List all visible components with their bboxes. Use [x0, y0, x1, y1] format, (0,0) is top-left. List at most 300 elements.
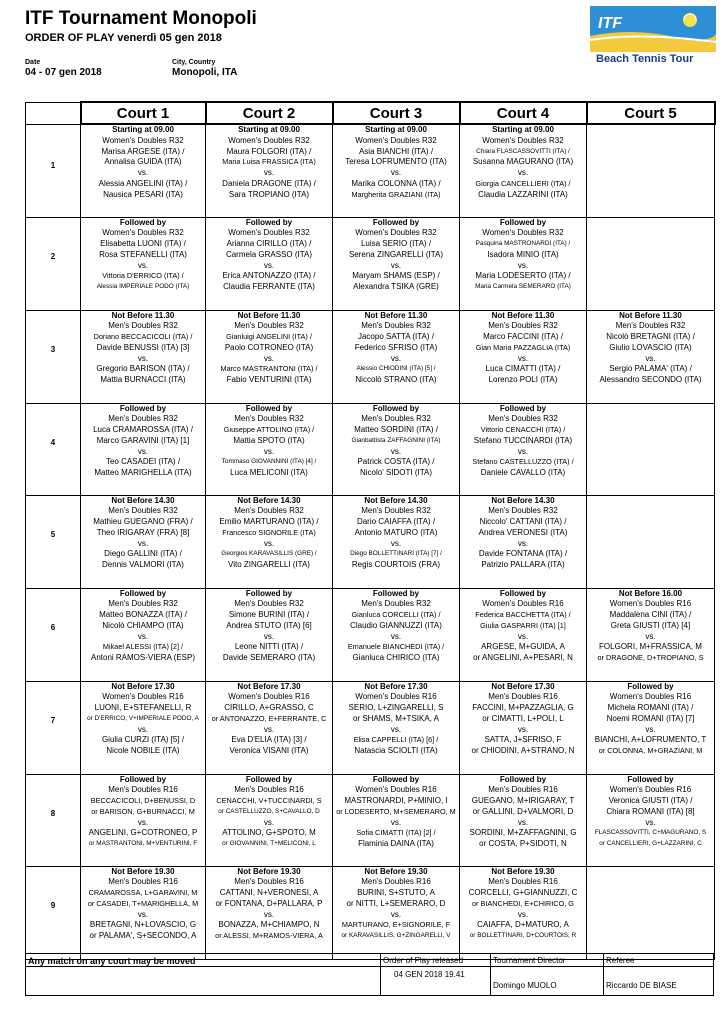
- event-round: Women's Doubles R32: [228, 135, 310, 145]
- player-line: BURINI, S+STUTO, A: [357, 888, 435, 898]
- match-info: [460, 311, 586, 387]
- order-of-play-subtitle: ORDER OF PLAY venerdì 05 gen 2018: [25, 32, 222, 44]
- match-info: [206, 311, 332, 387]
- player-line: FACCINI, M+PAZZAGLIA, G: [472, 703, 574, 713]
- player-line: Nicolo' SIDOTI (ITA): [359, 468, 433, 478]
- match-info: [460, 218, 586, 294]
- event-round: Men's Doubles R32: [108, 321, 178, 331]
- match-cell: [587, 217, 715, 310]
- versus-label: vs.: [263, 631, 275, 641]
- player-line: Giulia CURZI (ITA) [5] /: [101, 735, 185, 745]
- table-row: [26, 217, 715, 310]
- player-line: Federico SFRISO (ITA): [354, 342, 438, 352]
- match-cell: [460, 124, 587, 217]
- match-cell: [460, 495, 587, 588]
- event-round: Women's Doubles R16: [609, 785, 692, 795]
- player-line: Alessio CHIODINI (ITA) [5] /: [356, 365, 436, 373]
- event-round: Men's Doubles R16: [108, 785, 178, 795]
- match-time: Not Before 14.30: [364, 495, 428, 505]
- match-time: Followed by: [627, 774, 674, 784]
- footer-divider: [26, 966, 380, 967]
- match-info: [460, 775, 586, 851]
- player-line: Giulia GASPARRI (ITA) [1]: [480, 620, 566, 630]
- player-line: Marika COLONNA (ITA) /: [351, 178, 441, 188]
- player-line: Claudia LAZZARINI (ITA): [478, 189, 568, 199]
- player-line: Maria Luisa FRASSICA (ITA): [222, 157, 316, 167]
- match-info: [587, 589, 714, 665]
- player-line: Davide SEMERARO (ITA): [222, 653, 316, 663]
- player-line: or BOLLETTINARI, D+COURTOIS, R: [469, 932, 577, 940]
- match-info: [206, 867, 332, 943]
- match-info: [333, 125, 459, 201]
- row-number: 8: [26, 774, 81, 866]
- player-line: Serena ZINGARELLI (ITA): [348, 249, 444, 259]
- player-line: Vito ZINGARELLI (ITA): [228, 560, 310, 570]
- match-info: [206, 496, 332, 572]
- match-cell: [333, 866, 460, 959]
- player-line: Michela ROMANI (ITA) /: [607, 703, 694, 713]
- player-line: MARTURANO, E+SIGNORILE, F: [341, 920, 451, 930]
- player-line: Regis COURTOIS (FRA): [351, 560, 441, 570]
- city-value: Monopoli, ITA: [172, 67, 238, 78]
- player-line: Francesco SIGNORILE (ITA): [222, 527, 316, 537]
- versus-label: vs.: [517, 168, 529, 178]
- player-line: or LODESERTO, M+SEMERARO, M: [336, 806, 456, 816]
- court-header: Court 5: [587, 102, 715, 124]
- player-line: Nausica PESARI (ITA): [103, 189, 183, 199]
- player-line: ATTOLINO, G+SPOTO, M: [222, 828, 316, 838]
- versus-label: vs.: [645, 353, 656, 363]
- match-time: Starting at 09.00: [492, 125, 554, 134]
- versus-label: vs.: [517, 446, 529, 456]
- match-time: Followed by: [372, 217, 420, 227]
- player-line: Elisa CAPPELLI (ITA) [6] /: [353, 735, 439, 745]
- player-line: Georgios KARAVASILLIS (GRE) /: [221, 550, 317, 558]
- match-cell: [587, 588, 715, 681]
- player-line: Annalisa GUIDA (ITA): [104, 157, 182, 167]
- event-round: Men's Doubles R16: [488, 877, 558, 887]
- event-round: Men's Doubles R32: [234, 414, 304, 424]
- player-line: Claudia FERRANTE (ITA): [223, 282, 315, 292]
- player-line: Luisa SERIO (ITA) /: [360, 239, 432, 249]
- player-line: or COLONNA, M+GRAZIANI, M: [598, 746, 703, 756]
- player-line: ARGESE, M+GUIDA, A: [481, 642, 565, 652]
- player-line: Natascia SCIOLTI (ITA): [354, 746, 438, 756]
- row-number: 1: [26, 124, 81, 217]
- player-line: or CASTELLUZZO, S+CAVALLO, D: [218, 807, 320, 815]
- match-time: Not Before 14.30: [111, 495, 175, 505]
- player-line: or D'ERRICO, V+IMPERIALE PODO, A: [87, 714, 199, 722]
- released-value: 04 GEN 2018 19.41: [394, 970, 465, 979]
- match-time: Not Before 17.30: [111, 681, 175, 691]
- page-title: ITF Tournament Monopoli: [25, 8, 257, 29]
- director-label: Tournament Director: [493, 956, 566, 965]
- match-cell: [460, 681, 587, 774]
- match-time: Followed by: [372, 588, 420, 598]
- versus-label: vs.: [390, 538, 402, 548]
- player-line: Patrizio PALLARA (ITA): [481, 560, 565, 570]
- date-label: Date: [25, 59, 41, 66]
- event-round: Men's Doubles R32: [234, 321, 304, 331]
- event-round: Men's Doubles R32: [108, 414, 178, 424]
- player-line: Daniela DRAGONE (ITA) /: [222, 178, 316, 188]
- player-line: Gian Maria PAZZAGLIA (ITA): [475, 342, 571, 352]
- event-round: Men's Doubles R32: [361, 321, 431, 331]
- player-line: Maddalena CINI (ITA) /: [609, 610, 692, 620]
- match-cell: [587, 403, 715, 495]
- table-row: [26, 403, 715, 495]
- match-cell: [333, 588, 460, 681]
- versus-label: vs.: [137, 446, 149, 456]
- player-line: Gianluca CHIRICO (ITA): [352, 653, 440, 663]
- player-line: Niccolò STRANO (ITA): [355, 375, 437, 385]
- player-line: or CHIODINI, A+STRANO, N: [471, 746, 575, 756]
- player-line: Rosa STEFANELLI (ITA): [99, 249, 187, 259]
- match-time: Not Before 11.30: [491, 310, 555, 320]
- match-time: Followed by: [245, 217, 293, 227]
- player-line: MASTRONARDI, P+MINIO, I: [344, 796, 448, 806]
- player-line: FLASCASSOVITTI, C+MAGURANO, S: [594, 829, 707, 837]
- match-time: Starting at 09.00: [238, 125, 300, 134]
- itf-beach-tennis-logo: [590, 6, 716, 72]
- match-info: [460, 589, 586, 665]
- player-line: Teresa LOFRUMENTO (ITA): [345, 157, 447, 167]
- player-line: Andrea VERONESI (ITA): [478, 527, 568, 537]
- player-line: Dennis VALMORI (ITA): [102, 560, 184, 570]
- player-line: Matteo MARIGHELLA (ITA): [94, 468, 192, 478]
- match-time: Followed by: [372, 403, 420, 413]
- versus-label: vs.: [645, 817, 656, 827]
- match-time: Not Before 11.30: [364, 310, 428, 320]
- match-info: [81, 775, 205, 851]
- match-cell: [206, 681, 333, 774]
- player-line: Paolo COTRONEO (ITA): [224, 342, 314, 352]
- player-line: Sergio PALAMA' (ITA) /: [609, 364, 692, 374]
- event-round: Women's Doubles R32: [102, 228, 184, 238]
- player-line: Flaminia DAINA (ITA): [358, 839, 434, 849]
- match-time: Followed by: [499, 774, 547, 784]
- match-time: Followed by: [372, 774, 420, 784]
- event-round: Men's Doubles R16: [234, 877, 304, 887]
- match-cell: [81, 588, 206, 681]
- player-line: Chiara ROMANI (ITA) [8]: [606, 806, 695, 816]
- event-round: Men's Doubles R32: [108, 599, 178, 609]
- match-time: Followed by: [499, 588, 547, 598]
- event-round: Men's Doubles R32: [615, 321, 686, 331]
- versus-label: vs.: [263, 168, 275, 178]
- event-round: Men's Doubles R16: [234, 785, 304, 795]
- match-time: Starting at 09.00: [112, 125, 174, 134]
- versus-label: vs.: [390, 353, 402, 363]
- versus-label: vs.: [390, 260, 402, 270]
- versus-label: vs.: [263, 724, 275, 734]
- table-row: [26, 866, 715, 959]
- event-round: Men's Doubles R32: [234, 599, 304, 609]
- match-info: [81, 125, 205, 201]
- match-cell: [333, 495, 460, 588]
- event-round: Men's Doubles R32: [488, 414, 558, 424]
- player-line: Veronica VISANI (ITA): [229, 746, 309, 756]
- match-cell: [206, 774, 333, 866]
- player-line: Mikael ALESSI (ITA) [2] /: [102, 642, 184, 652]
- player-line: Gianluca CORCELLI (ITA) /: [351, 610, 441, 620]
- event-round: Men's Doubles R16: [108, 877, 178, 887]
- match-time: Not Before 17.30: [491, 681, 555, 691]
- match-info: [81, 589, 205, 665]
- row-number: 6: [26, 588, 81, 681]
- player-line: Susanna MAGURANO (ITA): [472, 157, 574, 167]
- match-time: Not Before 11.30: [619, 310, 682, 320]
- player-line: Carmela GRASSO (ITA): [225, 249, 313, 259]
- versus-label: vs.: [517, 538, 529, 548]
- player-line: Teo CASADEI (ITA) /: [105, 457, 181, 467]
- versus-label: vs.: [390, 909, 402, 919]
- event-round: Men's Doubles R32: [361, 599, 431, 609]
- event-round: Men's Doubles R32: [488, 506, 558, 516]
- match-cell: [333, 774, 460, 866]
- player-line: Simone BURINI (ITA) /: [228, 610, 310, 620]
- player-line: Antoni RAMOS-VIERA (ESP): [90, 653, 196, 663]
- player-line: Maryam SHAMS (ESP) /: [352, 271, 440, 281]
- match-info: [460, 404, 586, 480]
- match-cell: [206, 310, 333, 403]
- player-line: Alessandro SECONDO (ITA): [599, 375, 702, 385]
- player-line: FOLGORI, M+FRASSICA, M: [599, 642, 702, 652]
- match-info: [333, 496, 459, 572]
- match-cell: [460, 403, 587, 495]
- player-line: BONAZZA, M+CHIAMPO, N: [218, 920, 320, 930]
- match-cell: [333, 403, 460, 495]
- player-line: SATTA, J+SFRISO, F: [484, 735, 562, 745]
- table-row: [26, 681, 715, 774]
- versus-label: vs.: [263, 909, 275, 919]
- order-of-play-table: [25, 101, 716, 960]
- match-cell: [333, 124, 460, 217]
- match-cell: [460, 866, 587, 959]
- any-match-notice: Any match on any court may be moved: [28, 956, 196, 966]
- referee-value: Riccardo DE BIASE: [606, 981, 677, 990]
- event-round: Women's Doubles R32: [482, 228, 564, 238]
- versus-label: vs.: [517, 353, 529, 363]
- court-header: Court 4: [460, 102, 587, 124]
- match-info: [206, 775, 332, 851]
- player-line: Maura FOLGORI (ITA) /: [226, 146, 312, 156]
- player-line: Gianluigi ANGELINI (ITA) /: [226, 332, 312, 342]
- player-line: Marco GARAVINI (ITA) [1]: [96, 435, 190, 445]
- footer-divider: [380, 966, 713, 967]
- court-header: Court 2: [206, 102, 333, 124]
- footer-box: [25, 953, 714, 996]
- versus-label: vs.: [517, 909, 529, 919]
- player-line: Emilio MARTURANO (ITA) /: [219, 517, 319, 527]
- event-round: Men's Doubles R32: [488, 321, 558, 331]
- player-line: Margherita GRAZIANI (ITA): [351, 189, 441, 199]
- player-line: Mattia BURNACCI (ITA): [100, 375, 186, 385]
- event-round: Men's Doubles R16: [488, 692, 558, 702]
- match-cell: [587, 124, 715, 217]
- match-info: [333, 682, 459, 758]
- footer-divider: [490, 954, 491, 995]
- match-cell: [587, 774, 715, 866]
- player-line: ANGELINI, G+COTRONEO, P: [88, 828, 198, 838]
- player-line: Luca MELICONI (ITA): [230, 468, 308, 478]
- match-time: Followed by: [119, 588, 167, 598]
- player-line: Giorgia CANCELLIERI (ITA) /: [475, 178, 571, 188]
- player-line: Patrick COSTA (ITA) /: [357, 457, 435, 467]
- match-info: [206, 404, 332, 480]
- player-line: Stefano TUCCINARDI (ITA): [473, 435, 573, 445]
- match-cell: [206, 403, 333, 495]
- match-cell: [460, 588, 587, 681]
- match-info: [81, 404, 205, 480]
- player-line: or BIANCHEDI, E+CHIRICO, G: [472, 898, 574, 908]
- match-info: [460, 496, 586, 572]
- player-line: or GALLINI, D+VALMORI, D: [472, 806, 574, 816]
- match-time: Not Before 16.00: [618, 588, 683, 598]
- player-line: Matteo SORDINI (ITA) /: [354, 425, 438, 435]
- player-line: Claudio GIANNUZZI (ITA): [350, 620, 442, 630]
- versus-label: vs.: [390, 724, 402, 734]
- player-line: Sofia CIMATTI (ITA) [2] /: [356, 828, 436, 838]
- match-info: [333, 404, 459, 480]
- match-time: Followed by: [499, 403, 547, 413]
- event-round: Women's Doubles R32: [482, 135, 564, 145]
- court-header: Court 3: [333, 102, 460, 124]
- player-line: Sara TROPIANO (ITA): [228, 189, 310, 199]
- logo-tagline: Beach Tennis Tour: [596, 53, 694, 65]
- player-line: Vittoria D'ERRICO (ITA) /: [102, 271, 184, 281]
- match-cell: [460, 217, 587, 310]
- versus-label: vs.: [137, 817, 149, 827]
- versus-label: vs.: [645, 631, 656, 641]
- versus-label: vs.: [390, 817, 402, 827]
- match-time: Followed by: [245, 403, 293, 413]
- match-cell: [460, 310, 587, 403]
- player-line: Gianbattista ZAFFAGNINI (ITA): [351, 436, 441, 444]
- row-number: 2: [26, 217, 81, 310]
- match-cell: [333, 310, 460, 403]
- versus-label: vs.: [390, 631, 402, 641]
- versus-label: vs.: [137, 353, 149, 363]
- player-line: Elisabetta LUONI (ITA) /: [100, 239, 186, 249]
- match-cell: [333, 681, 460, 774]
- player-line: or CIMATTI, L+POLI, L: [482, 713, 564, 723]
- table-row: [26, 495, 715, 588]
- beach-tennis-logo-graphic: [590, 6, 716, 54]
- row-number: 9: [26, 866, 81, 959]
- event-round: Women's Doubles R16: [609, 599, 692, 609]
- match-time: Not Before 14.30: [237, 495, 301, 505]
- match-info: [81, 867, 205, 943]
- versus-label: vs.: [263, 538, 275, 548]
- player-line: Matteo BONAZZA (ITA) /: [99, 610, 187, 620]
- match-cell: [81, 495, 206, 588]
- match-info: [333, 311, 459, 387]
- match-cell: [81, 866, 206, 959]
- event-round: Women's Doubles R16: [355, 692, 437, 702]
- match-time: Not Before 17.30: [364, 681, 428, 691]
- match-time: Followed by: [627, 681, 674, 691]
- event-round: Women's Doubles R16: [102, 692, 184, 702]
- footer-divider: [603, 954, 604, 995]
- player-line: or GIOVANNINI, T+MELICONI, L: [222, 840, 316, 848]
- player-line: or CANCELLIERI, G+LAZZARINI, C: [599, 840, 702, 848]
- match-time: Starting at 09.00: [365, 125, 427, 134]
- player-line: Tommaso GIOVANNINI (ITA) [4] /: [221, 458, 317, 466]
- versus-label: vs.: [517, 260, 529, 270]
- match-info: [206, 589, 332, 665]
- versus-label: vs.: [517, 631, 529, 641]
- player-line: CAIAFFA, D+MATURO, A: [477, 920, 569, 930]
- versus-label: vs.: [263, 260, 275, 270]
- match-cell: [81, 310, 206, 403]
- player-line: Diego BOLLETTINARI (ITA) [7] /: [350, 550, 442, 558]
- match-cell: [81, 774, 206, 866]
- versus-label: vs.: [390, 168, 402, 178]
- player-line: Doriano BECCACICOLI (ITA) /: [93, 332, 193, 342]
- player-line: or COSTA, P+SIDOTI, N: [479, 839, 567, 849]
- player-line: Maria Carmela SEMERARO (ITA): [475, 283, 571, 291]
- player-line: Alessia IMPERIALE PODO (ITA): [96, 283, 190, 291]
- released-label: Order of Play released: [383, 956, 464, 965]
- event-round: Men's Doubles R32: [108, 506, 178, 516]
- match-info: [587, 311, 714, 387]
- player-line: Gregorio BARISON (ITA) /: [96, 364, 190, 374]
- player-line: SORDINI, M+ZAFFAGNINI, G: [469, 828, 577, 838]
- match-cell: [587, 495, 715, 588]
- match-cell: [81, 217, 206, 310]
- match-time: Not Before 14.30: [491, 495, 555, 505]
- row-number: 4: [26, 403, 81, 495]
- versus-label: vs.: [645, 724, 656, 734]
- match-info: [206, 218, 332, 294]
- versus-label: vs.: [137, 631, 149, 641]
- event-round: Men's Doubles R32: [361, 414, 431, 424]
- player-line: Veronica GIUSTI (ITA) /: [608, 796, 693, 806]
- match-time: Followed by: [499, 217, 547, 227]
- player-line: Luca CRAMAROSSA (ITA) /: [93, 425, 193, 435]
- player-line: or ANGELINI, A+PESARI, N: [473, 653, 573, 663]
- player-line: Alessia ANGELINI (ITA) /: [98, 178, 188, 188]
- player-line: or ALESSI, M+RAMOS-VIERA, A: [215, 931, 323, 941]
- player-line: Arianna CIRILLO (ITA) /: [226, 239, 312, 249]
- table-row: [26, 774, 715, 866]
- player-line: BECCACICOLI, D+BENUSSI, D: [90, 796, 196, 806]
- match-time: Not Before 17.30: [237, 681, 301, 691]
- event-round: Men's Doubles R16: [488, 785, 558, 795]
- player-line: Davide BENUSSI (ITA) [3]: [96, 342, 190, 352]
- logo-itf-text: ITF: [598, 15, 622, 32]
- versus-label: vs.: [390, 446, 402, 456]
- row-number: 7: [26, 681, 81, 774]
- event-round: Women's Doubles R32: [355, 228, 437, 238]
- versus-label: vs.: [263, 353, 275, 363]
- player-line: or FONTANA, D+PALLARA, P: [215, 898, 323, 908]
- match-info: [333, 218, 459, 294]
- match-info: [333, 867, 459, 943]
- player-line: or ANTONAZZO, E+FERRANTE, C: [211, 713, 327, 723]
- table-row: [26, 124, 715, 217]
- player-line: Lorenzo POLI (ITA): [488, 375, 558, 385]
- player-line: Stefano CASTELLUZZO (ITA) /: [472, 457, 574, 467]
- versus-label: vs.: [263, 446, 275, 456]
- match-cell: [81, 403, 206, 495]
- player-line: or NITTI, L+SEMERARO, D: [346, 898, 446, 908]
- match-time: Followed by: [245, 588, 293, 598]
- event-round: Men's Doubles R32: [234, 506, 304, 516]
- player-line: CIRILLO, A+GRASSO, C: [224, 703, 314, 713]
- player-line: Asia BIANCHI (ITA) /: [358, 146, 434, 156]
